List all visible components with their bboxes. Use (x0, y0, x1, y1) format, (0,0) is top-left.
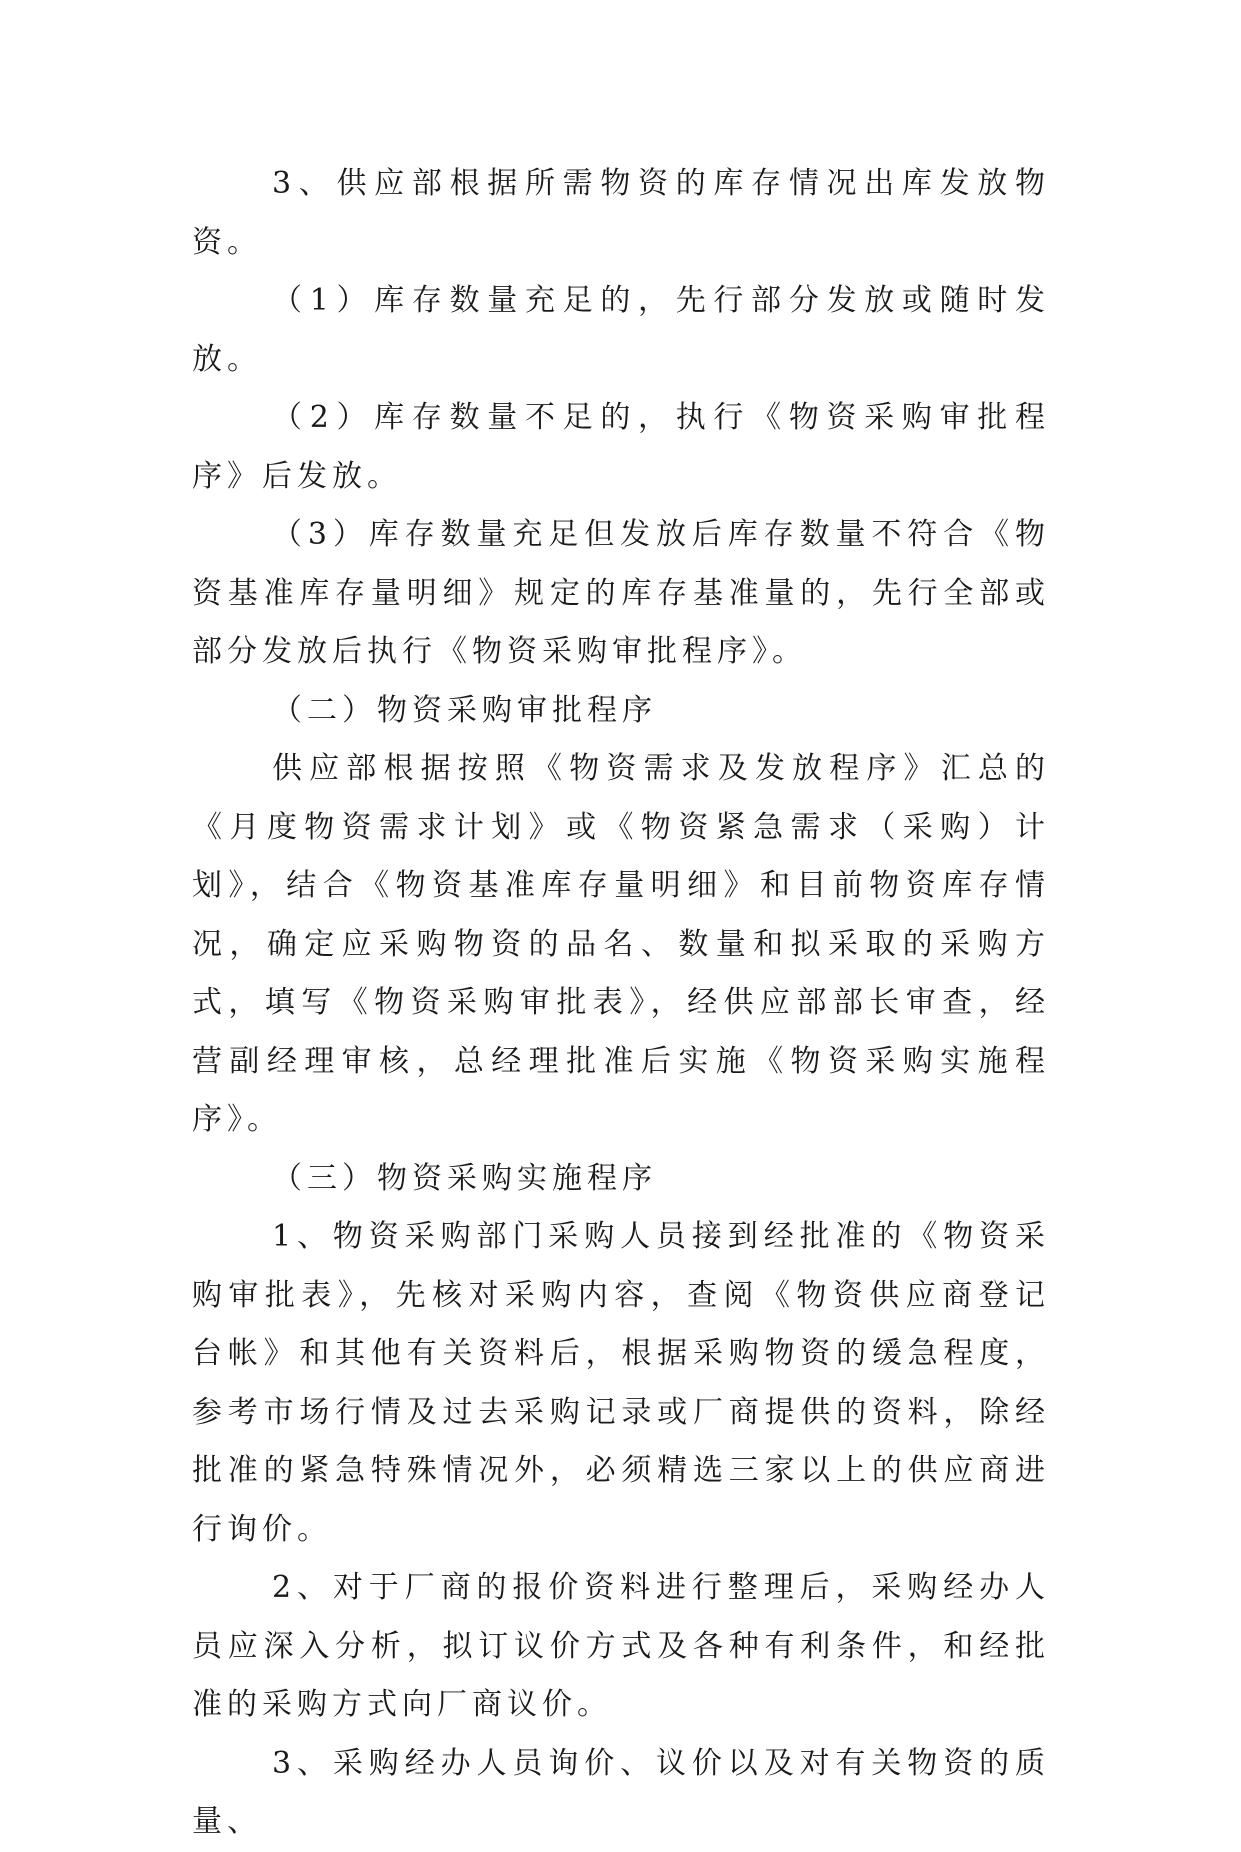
paragraph-negotiation-step-2: 2、对于厂商的报价资料进行整理后，采购经办人员应深入分析，拟订议价方式及各种有利条件，和经批准的采购方式向厂商议价。 (192, 1570, 1050, 1722)
paragraph-approval-process: 供应部根据按照《物资需求及发放程序》汇总的《月度物资需求计划》或《物资紧急需求（采购）计划》，结合《物资基准库存量明细》和目前物资库存情况，确定应采购物资的品名、数量和拟采取的采购方式，填写《物资采购审批表》，经供应部部长审查，经营副经理审核，总经理批准后实施《物资采购实施程序》。 (192, 751, 1050, 1137)
paragraph-sufficient-stock: （1）库存数量充足的，先行部分发放或随时发放。 (192, 283, 1050, 377)
paragraph-inquiry-step-1: 1、物资采购部门采购人员接到经批准的《物资采购审批表》，先核对采购内容，查阅《物资供应商登记台帐》和其他有关资料后，根据采购物资的缓急程度，参考市场行情及过去采购记录或厂商提供的资料，除经批准的紧急特殊情况外，必须精选三家以上的供应商进行询价。 (192, 1219, 1050, 1547)
section-heading-implementation: （三）物资采购实施程序 (272, 1160, 657, 1196)
paragraph-below-baseline: （3）库存数量充足但发放后库存数量不符合《物资基准库存量明细》规定的库存基准量的，先行全部或部分发放后执行《物资采购审批程序》。 (192, 517, 1050, 669)
section-heading-approval: （二）物资采购审批程序 (272, 692, 657, 728)
paragraph-insufficient-stock: （2）库存数量不足的，执行《物资采购审批程序》后发放。 (192, 400, 1050, 494)
paragraph-quality-step-3: 3、采购经办人员询价、议价以及对有关物资的质量、 (192, 1745, 1050, 1839)
paragraph-issue-step-3: 3、供应部根据所需物资的库存情况出库发放物资。 (192, 166, 1050, 260)
document-body (192, 155, 1050, 1852)
